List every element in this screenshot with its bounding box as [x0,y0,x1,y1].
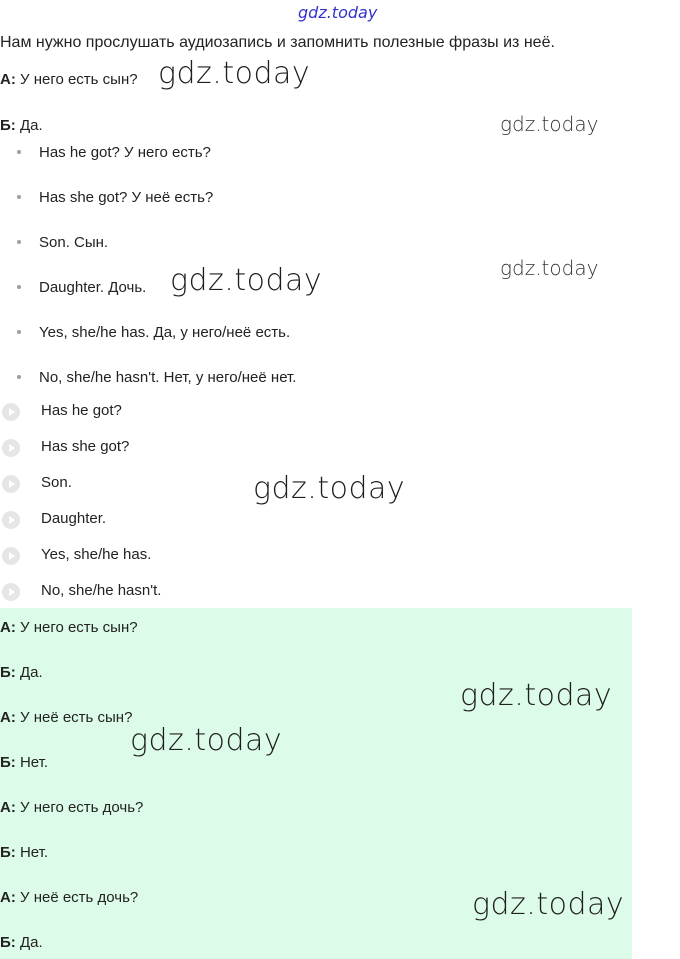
list-item [17,369,296,386]
watermark: gdz.today [170,263,323,298]
phrase-text: Yes, she/he has. Да, у него/неё есть. [39,324,291,341]
list-item [17,234,108,251]
dialog2-line [0,889,138,906]
list-item [17,324,290,341]
phrase-text: Son. Сын. [39,234,109,251]
dialog-text: У неё есть дочь? [15,889,139,906]
watermark: gdz.today [500,256,599,280]
dialog2-line [0,619,138,636]
bullet-icon [17,285,21,289]
watermark: gdz.today [158,56,311,91]
dialog2-line [0,799,143,816]
speaker-label: А: [0,709,16,726]
play-icon[interactable] [2,511,20,529]
watermark: gdz.today [253,471,406,506]
dialog2-line [0,934,43,951]
phrase-text: Daughter. Дочь. [39,279,147,296]
list-item [17,144,211,161]
bullet-icon [17,150,21,154]
dialog-text: Нет. [15,754,49,771]
bullet-icon [17,330,21,334]
dialog2-line [0,709,132,726]
dialog1-line [0,71,138,88]
phrase-text: Has he got? У него есть? [39,144,211,161]
watermark: gdz.today [472,887,625,922]
dialog-text: У него есть сын? [15,71,138,88]
list-item [17,279,146,296]
phrase-text: No, she/he hasn't. Нет, у него/неё нет. [39,369,297,386]
phrase-text: Has she got? У неё есть? [39,189,214,206]
dialog-text: Да. [15,934,43,951]
speaker-label: А: [0,619,16,636]
dialog-text: У него есть сын? [15,619,138,636]
dialog-text: Да. [15,664,43,681]
dialog2-line [0,754,48,771]
audio-label: Has he got? [41,402,122,419]
play-icon[interactable] [2,403,20,421]
speaker-label: Б: [0,934,16,951]
bullet-icon [17,195,21,199]
speaker-label: А: [0,799,16,816]
speaker-label: Б: [0,844,16,861]
speaker-label: Б: [0,664,16,681]
dialog-text: Да. [15,117,43,134]
dialog-text: Нет. [15,844,49,861]
play-icon[interactable] [2,439,20,457]
bullet-icon [17,240,21,244]
speaker-label: Б: [0,754,16,771]
watermark: gdz.today [130,723,283,758]
list-item [17,189,213,206]
play-icon[interactable] [2,475,20,493]
audio-label: Yes, she/he has. [41,546,152,563]
audio-label: Daughter. [41,510,107,527]
watermark: gdz.today [460,678,613,713]
audio-label: Son. [41,474,72,491]
watermark: gdz.today [298,3,378,22]
play-icon[interactable] [2,547,20,565]
play-icon[interactable] [2,583,20,601]
dialog2-line [0,844,48,861]
dialog-text: У него есть дочь? [15,799,144,816]
audio-label: No, she/he hasn't. [41,582,162,599]
bullet-icon [17,375,21,379]
dialog1-line [0,117,43,134]
watermark: gdz.today [500,112,599,136]
speaker-label: Б: [0,117,16,134]
speaker-label: А: [0,889,16,906]
audio-label: Has she got? [41,438,130,455]
intro-text: Нам нужно прослушать аудиозапись и запомнить полезные фразы из неё. [0,34,555,51]
dialog-text: У неё есть сын? [15,709,133,726]
dialog2-line [0,664,43,681]
speaker-label: А: [0,71,16,88]
